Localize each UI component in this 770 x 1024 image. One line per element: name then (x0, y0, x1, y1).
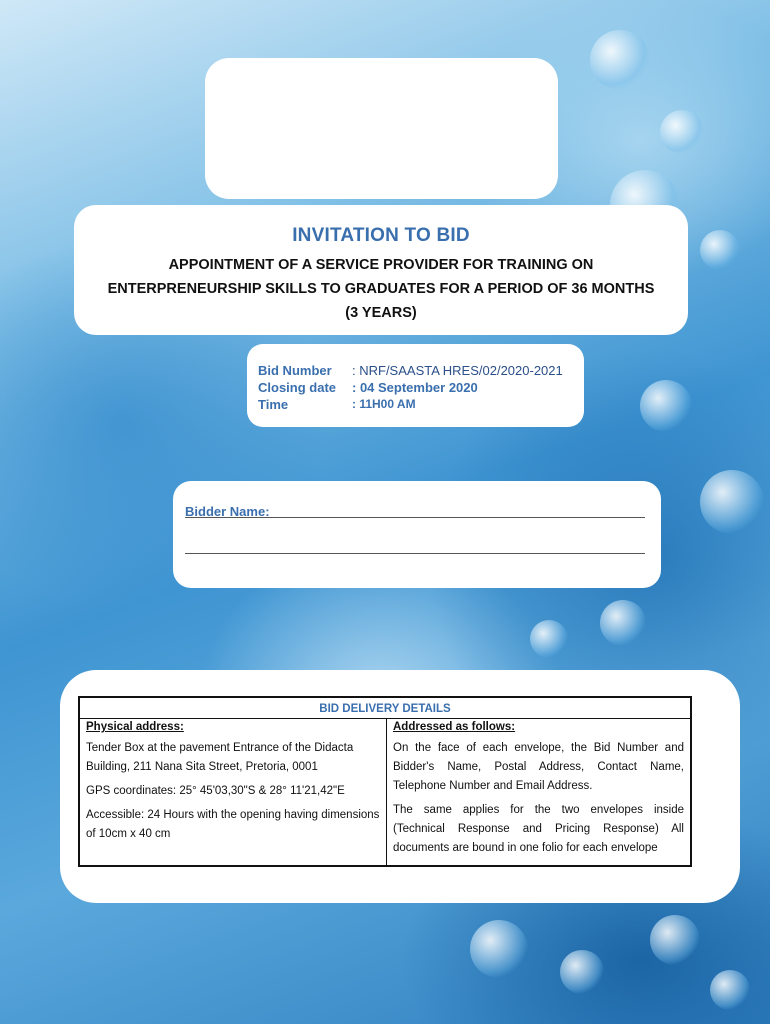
subtitle-line: (3 YEARS) (345, 305, 417, 321)
bid-number-row (258, 362, 563, 379)
bid-number-value: : NRF/SAASTA HRES/02/2020-2021 (352, 363, 563, 378)
delivery-table (78, 696, 692, 867)
bidder-name-label: Bidder Name: (185, 504, 270, 519)
accessible-note: Accessible: 24 Hours with the opening having dimensions of 10cm x 40 cm (86, 809, 380, 840)
page-title: INVITATION TO BID (292, 225, 470, 246)
time-value: : 11H00 AM (352, 397, 416, 411)
physical-address-cell (79, 719, 387, 867)
subtitle-line: APPOINTMENT OF A SERVICE PROVIDER FOR TRAINING ON (168, 257, 594, 273)
delivery-heading: BID DELIVERY DETAILS (79, 697, 691, 719)
bid-info-panel (247, 344, 584, 427)
title-panel (74, 205, 688, 335)
bidder-name-line-2[interactable] (185, 553, 645, 554)
logo-placeholder (205, 58, 558, 199)
addressed-line: The same applies for the two envelopes inside (Technical Response and Pricing Response) All documents are bound in one folio for each envelope (393, 804, 684, 854)
closing-date-label: Closing date (258, 380, 337, 395)
delivery-panel (60, 670, 740, 903)
addressed-cell (387, 719, 692, 867)
closing-date-row (258, 379, 563, 396)
closing-date-value: : 04 September 2020 (352, 380, 478, 395)
time-label: Time (258, 397, 289, 412)
addressed-line: On the face of each envelope, the Bid Number and Bidder's Name, Postal Address, Contact Name, Telephone Number and Email Address. (393, 742, 684, 792)
physical-address-heading: Physical address: (86, 721, 184, 733)
bidder-panel (173, 481, 661, 588)
page-subtitle (74, 253, 688, 325)
subtitle-line: ENTERPRENEURSHIP SKILLS TO GRADUATES FOR A PERIOD OF 36 MONTHS (107, 281, 655, 297)
gps-coordinates: GPS coordinates: 25° 45'03,30"S & 28° 11'21,42"E (86, 785, 345, 797)
bid-number-label: Bid Number (258, 363, 332, 378)
time-row (258, 396, 563, 413)
bidder-name-line-1[interactable] (185, 517, 645, 518)
physical-address-line: Tender Box at the pavement Entrance of the Didacta Building, 211 Nana Sita Street, Pretoria, 0001 (86, 742, 354, 773)
addressed-heading: Addressed as follows: (393, 721, 516, 733)
